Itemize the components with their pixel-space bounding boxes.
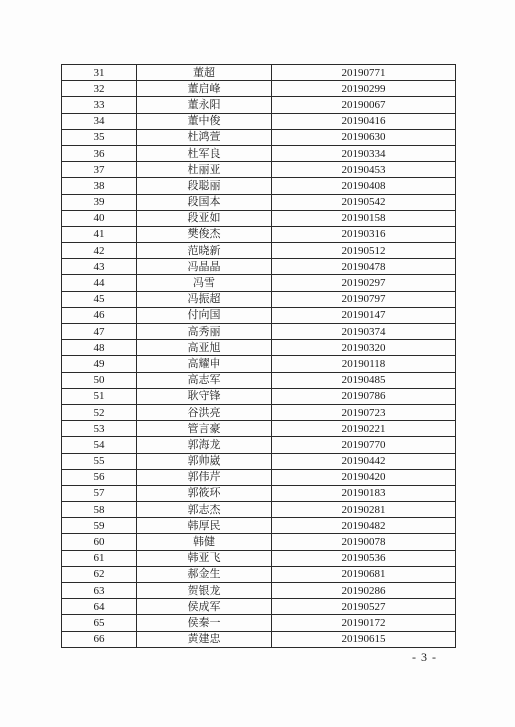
- table-row: [62, 113, 456, 129]
- table-row: [62, 518, 456, 534]
- id-number-cell: 20190453: [272, 162, 456, 178]
- row-number-cell: 57: [62, 485, 137, 501]
- id-number-cell: 20190485: [272, 372, 456, 388]
- id-number-cell: 20190630: [272, 129, 456, 145]
- table-row: [62, 324, 456, 340]
- name-cell: 高亚旭: [137, 340, 272, 356]
- name-cell: 樊俊杰: [137, 226, 272, 242]
- id-number-cell: 20190118: [272, 356, 456, 372]
- id-number-cell: 20190442: [272, 453, 456, 469]
- row-number-cell: 59: [62, 518, 137, 534]
- table-row: [62, 97, 456, 113]
- id-number-cell: 20190221: [272, 421, 456, 437]
- name-cell: 贺银龙: [137, 583, 272, 599]
- row-number-cell: 48: [62, 340, 137, 356]
- table-row: [62, 145, 456, 161]
- id-number-cell: 20190797: [272, 291, 456, 307]
- id-number-cell: 20190374: [272, 324, 456, 340]
- table-row: [62, 534, 456, 550]
- id-number-cell: 20190615: [272, 631, 456, 647]
- id-number-cell: 20190408: [272, 178, 456, 194]
- row-number-cell: 61: [62, 550, 137, 566]
- row-number-cell: 60: [62, 534, 137, 550]
- name-cell: 郭志杰: [137, 502, 272, 518]
- name-cell: 郭筱环: [137, 485, 272, 501]
- table-row: [62, 291, 456, 307]
- row-number-cell: 49: [62, 356, 137, 372]
- name-cell: 冯晶晶: [137, 259, 272, 275]
- name-cell: 董启峰: [137, 81, 272, 97]
- table-row: [62, 485, 456, 501]
- table-row: [62, 129, 456, 145]
- id-number-cell: 20190416: [272, 113, 456, 129]
- name-cell: 段国本: [137, 194, 272, 210]
- id-number-cell: 20190286: [272, 583, 456, 599]
- row-number-cell: 36: [62, 145, 137, 161]
- id-number-cell: 20190771: [272, 65, 456, 81]
- name-cell: 董中俊: [137, 113, 272, 129]
- table-row: [62, 421, 456, 437]
- row-number-cell: 66: [62, 631, 137, 647]
- name-cell: 杜军良: [137, 145, 272, 161]
- table-row: [62, 65, 456, 81]
- id-number-cell: 20190527: [272, 599, 456, 615]
- id-number-cell: 20190158: [272, 210, 456, 226]
- row-number-cell: 45: [62, 291, 137, 307]
- id-number-cell: 20190281: [272, 502, 456, 518]
- name-cell: 韩健: [137, 534, 272, 550]
- table-row: [62, 356, 456, 372]
- row-number-cell: 32: [62, 81, 137, 97]
- row-number-cell: 44: [62, 275, 137, 291]
- table-row: [62, 583, 456, 599]
- row-number-cell: 41: [62, 226, 137, 242]
- roster-table: [61, 64, 456, 648]
- table-row: [62, 340, 456, 356]
- table-row: [62, 631, 456, 647]
- name-cell: 段聪丽: [137, 178, 272, 194]
- table-row: [62, 469, 456, 485]
- table-row: [62, 307, 456, 323]
- table-row: [62, 178, 456, 194]
- id-number-cell: 20190299: [272, 81, 456, 97]
- row-number-cell: 64: [62, 599, 137, 615]
- row-number-cell: 47: [62, 324, 137, 340]
- id-number-cell: 20190172: [272, 615, 456, 631]
- table-row: [62, 502, 456, 518]
- row-number-cell: 63: [62, 583, 137, 599]
- name-cell: 高耀申: [137, 356, 272, 372]
- id-number-cell: 20190420: [272, 469, 456, 485]
- name-cell: 郭伟芹: [137, 469, 272, 485]
- row-number-cell: 56: [62, 469, 137, 485]
- table-row: [62, 566, 456, 582]
- table-row: [62, 81, 456, 97]
- id-number-cell: 20190478: [272, 259, 456, 275]
- id-number-cell: 20190770: [272, 437, 456, 453]
- table-row: [62, 404, 456, 420]
- name-cell: 黄建忠: [137, 631, 272, 647]
- row-number-cell: 43: [62, 259, 137, 275]
- name-cell: 郝金生: [137, 566, 272, 582]
- row-number-cell: 42: [62, 243, 137, 259]
- table-row: [62, 453, 456, 469]
- table-row: [62, 226, 456, 242]
- table-row: [62, 194, 456, 210]
- table-row: [62, 210, 456, 226]
- table-row: [62, 275, 456, 291]
- table-row: [62, 599, 456, 615]
- table-row: [62, 388, 456, 404]
- row-number-cell: 58: [62, 502, 137, 518]
- table-row: [62, 372, 456, 388]
- id-number-cell: 20190078: [272, 534, 456, 550]
- table-row: [62, 162, 456, 178]
- name-cell: 侯成军: [137, 599, 272, 615]
- name-cell: 管言豪: [137, 421, 272, 437]
- row-number-cell: 54: [62, 437, 137, 453]
- row-number-cell: 46: [62, 307, 137, 323]
- table-row: [62, 615, 456, 631]
- name-cell: 谷洪亮: [137, 404, 272, 420]
- id-number-cell: 20190542: [272, 194, 456, 210]
- table-row: [62, 259, 456, 275]
- row-number-cell: 34: [62, 113, 137, 129]
- name-cell: 韩厚民: [137, 518, 272, 534]
- id-number-cell: 20190681: [272, 566, 456, 582]
- name-cell: 郭海龙: [137, 437, 272, 453]
- name-cell: 冯振超: [137, 291, 272, 307]
- id-number-cell: 20190512: [272, 243, 456, 259]
- name-cell: 董超: [137, 65, 272, 81]
- row-number-cell: 37: [62, 162, 137, 178]
- id-number-cell: 20190723: [272, 404, 456, 420]
- id-number-cell: 20190320: [272, 340, 456, 356]
- name-cell: 范晓新: [137, 243, 272, 259]
- name-cell: 付向国: [137, 307, 272, 323]
- table-row: [62, 437, 456, 453]
- id-number-cell: 20190067: [272, 97, 456, 113]
- name-cell: 高秀丽: [137, 324, 272, 340]
- name-cell: 高志军: [137, 372, 272, 388]
- row-number-cell: 65: [62, 615, 137, 631]
- id-number-cell: 20190786: [272, 388, 456, 404]
- row-number-cell: 38: [62, 178, 137, 194]
- name-cell: 韩亚飞: [137, 550, 272, 566]
- id-number-cell: 20190316: [272, 226, 456, 242]
- name-cell: 耿守锋: [137, 388, 272, 404]
- row-number-cell: 53: [62, 421, 137, 437]
- row-number-cell: 40: [62, 210, 137, 226]
- table-row: [62, 550, 456, 566]
- row-number-cell: 35: [62, 129, 137, 145]
- name-cell: 段亚如: [137, 210, 272, 226]
- name-cell: 侯秦一: [137, 615, 272, 631]
- id-number-cell: 20190183: [272, 485, 456, 501]
- page-number: - 3 -: [412, 650, 437, 664]
- name-cell: 杜丽亚: [137, 162, 272, 178]
- row-number-cell: 55: [62, 453, 137, 469]
- row-number-cell: 39: [62, 194, 137, 210]
- row-number-cell: 50: [62, 372, 137, 388]
- row-number-cell: 52: [62, 404, 137, 420]
- name-cell: 董永阳: [137, 97, 272, 113]
- id-number-cell: 20190482: [272, 518, 456, 534]
- row-number-cell: 33: [62, 97, 137, 113]
- roster-table-body: [62, 65, 456, 648]
- row-number-cell: 51: [62, 388, 137, 404]
- name-cell: 杜鸿萱: [137, 129, 272, 145]
- row-number-cell: 62: [62, 566, 137, 582]
- name-cell: 郭帅崴: [137, 453, 272, 469]
- name-cell: 冯雪: [137, 275, 272, 291]
- id-number-cell: 20190536: [272, 550, 456, 566]
- id-number-cell: 20190334: [272, 145, 456, 161]
- row-number-cell: 31: [62, 65, 137, 81]
- id-number-cell: 20190147: [272, 307, 456, 323]
- table-row: [62, 243, 456, 259]
- id-number-cell: 20190297: [272, 275, 456, 291]
